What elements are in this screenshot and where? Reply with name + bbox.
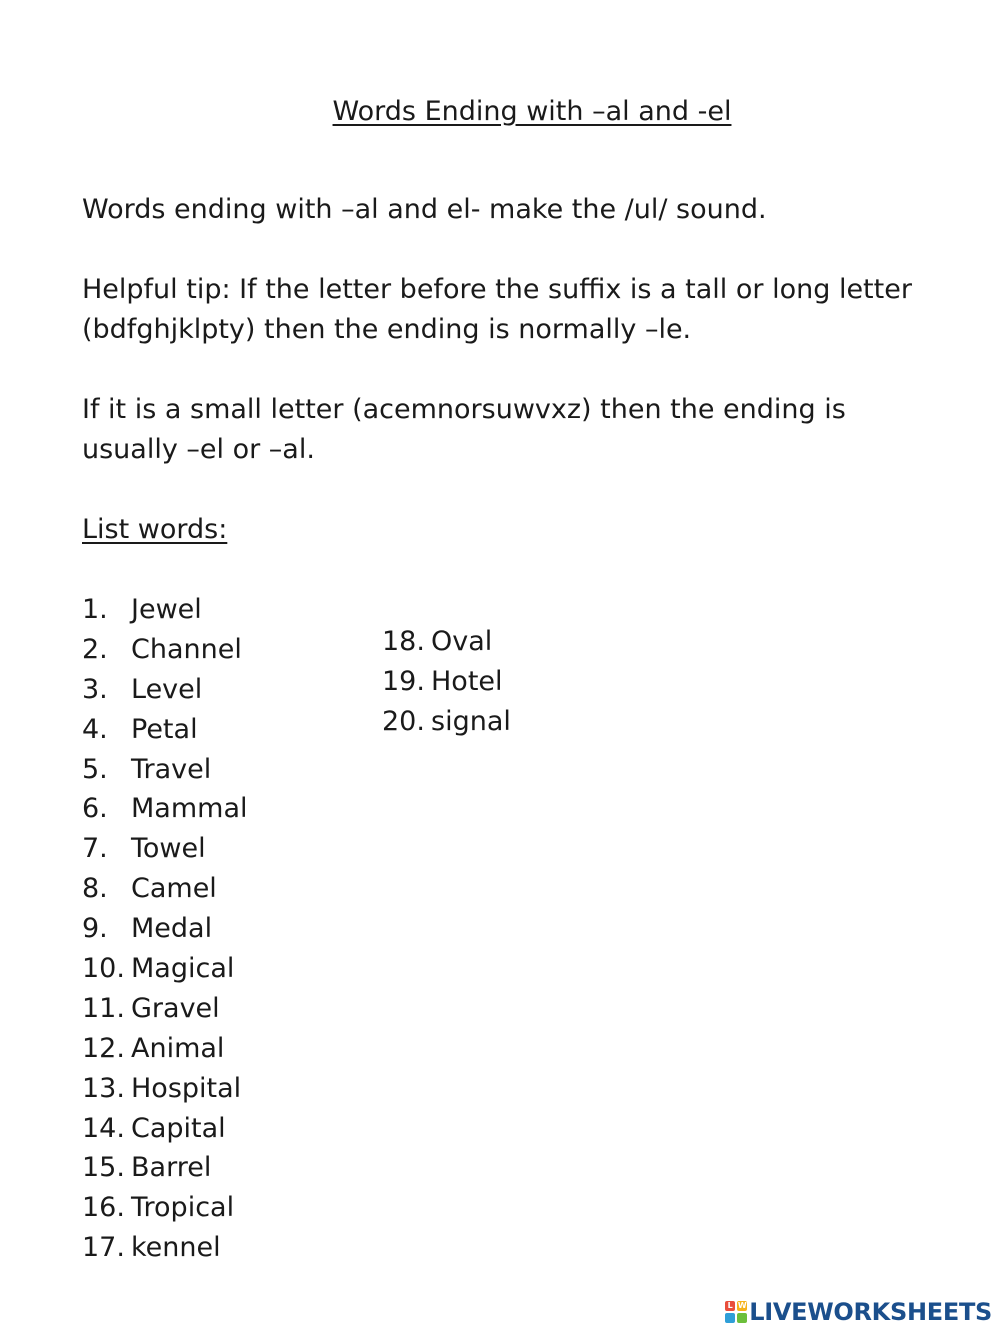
list-item [382,702,511,742]
list-item-number: 4. [82,713,108,745]
list-item-word: Gravel [131,992,220,1024]
list-item-number: 8. [82,873,108,905]
helpful-tip-paragraph [82,270,962,350]
list-item-word: Hotel [431,665,503,697]
list-item-word: Medal [131,913,213,945]
list-item-number: 5. [82,753,108,785]
list-item-word: Magical [131,953,235,985]
list-item-word: Barrel [131,1152,212,1184]
list-item-word: Jewel [131,594,202,625]
small-line-1: If it is a small letter (acemnorsuwvxz) then the ending is [82,394,846,425]
list-item-word: Oval [431,626,493,657]
list-item [382,622,511,662]
list-item [82,989,248,1029]
list-item [82,1029,248,1069]
list-item [82,1228,248,1268]
list-item-number: 18. [382,626,425,657]
list-item-word: Tropical [131,1192,235,1224]
list-item-number: 14. [82,1112,125,1144]
list-item-number: 2. [82,633,108,665]
logo-tile: W [737,1301,747,1310]
logo-tile: L [725,1301,735,1311]
watermark-text: LIVEWORKSHEETS [749,1298,992,1326]
list-item-word: Towel [131,833,206,865]
list-item-number: 19. [382,665,425,697]
list-item [82,1069,248,1109]
page-title: Words Ending with –al and -el [332,96,732,127]
list-item [82,750,248,790]
list-item [82,710,248,750]
list-item [82,1109,248,1149]
liveworksheets-logo-icon [725,1301,747,1323]
list-item-number: 1. [82,594,108,625]
list-item [382,662,511,702]
list-item-number: 16. [82,1192,125,1224]
list-item-word: Channel [131,633,242,665]
list-item [82,590,248,630]
tip-line-1: Helpful tip: If the letter before the suffix is a tall or long letter [82,274,912,305]
list-item-number: 3. [82,673,108,705]
list-item [82,630,248,670]
list-item-number: 10. [82,953,125,985]
list-item [82,869,248,909]
list-item-word: Hospital [131,1072,242,1104]
logo-tile [725,1313,735,1323]
list-item [82,949,248,989]
list-item-word: Camel [131,873,217,905]
list-item-word: signal [431,705,511,737]
word-list-column-1 [82,590,248,1268]
list-item-word: Animal [131,1032,225,1064]
list-item-word: Travel [131,753,212,785]
list-item-number: 6. [82,793,108,825]
logo-tile [737,1313,747,1323]
list-item [82,1148,248,1188]
list-item-number: 12. [82,1032,125,1064]
word-list-column-2 [382,622,511,742]
list-item-word: kennel [131,1232,221,1264]
list-item-word: Mammal [131,793,248,825]
small-letter-paragraph [82,390,962,470]
list-heading: List words: [82,514,228,545]
list-item-word: Capital [131,1112,226,1144]
intro-paragraph: Words ending with –al and el- make the /ul/ sound. [82,194,767,225]
tip-line-2: (bdfghjklpty) then the ending is normally –le. [82,314,692,345]
list-item-number: 11. [82,992,125,1024]
list-item [82,909,248,949]
list-item-number: 15. [82,1152,125,1184]
list-item-number: 17. [82,1232,125,1264]
list-item [82,789,248,829]
list-item-number: 7. [82,833,108,865]
list-item [82,829,248,869]
list-item [82,670,248,710]
list-item-word: Petal [131,713,198,745]
list-item-number: 20. [382,705,425,737]
small-line-2: usually –el or –al. [82,434,315,465]
list-item-number: 13. [82,1072,125,1104]
list-item-number: 9. [82,913,108,945]
liveworksheets-watermark [725,1298,992,1326]
list-item [82,1188,248,1228]
list-item-word: Level [131,673,203,705]
